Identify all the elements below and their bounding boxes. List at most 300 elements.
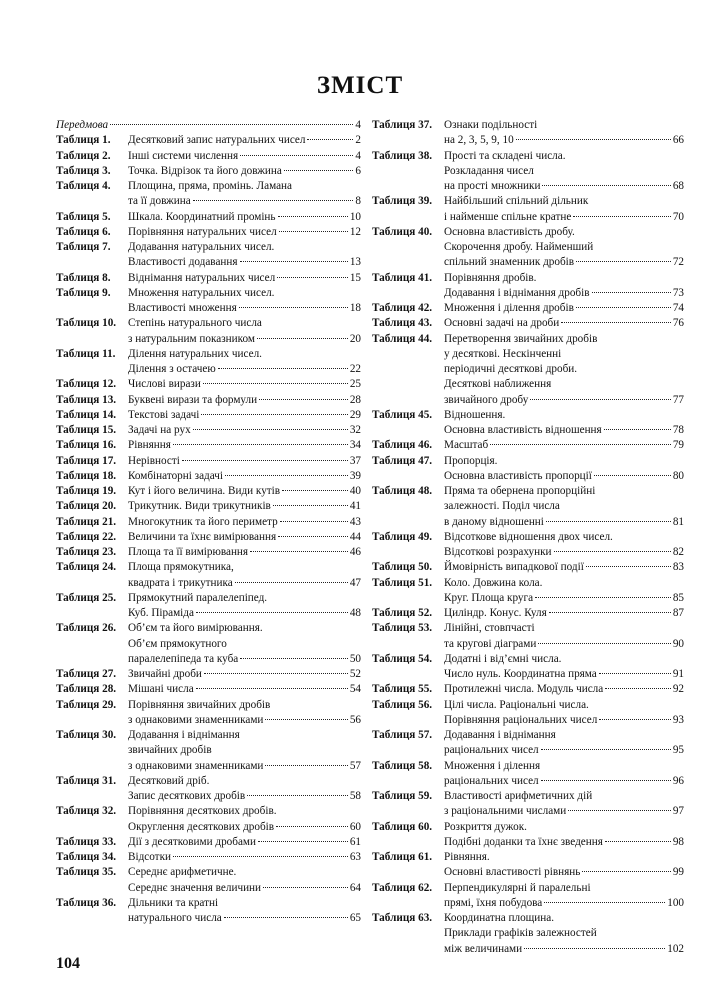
toc-page-number: 46 — [349, 546, 361, 558]
toc-entry-title: Об’єм прямокутного — [128, 637, 227, 650]
dot-leader — [278, 535, 348, 537]
toc-entry — [56, 469, 361, 484]
toc-entry-title: Площа прямокутника, — [128, 561, 234, 574]
toc-entry-label: Таблиця 36. — [56, 896, 117, 909]
dot-leader — [576, 306, 671, 308]
toc-entry-title: та її довжина — [128, 195, 191, 208]
toc-entry-label: Таблиця 12. — [56, 378, 117, 391]
toc-entry-title: в даному відношенні — [444, 515, 544, 528]
dot-leader — [554, 550, 671, 552]
toc-entry-label: Таблиця 16. — [56, 439, 117, 452]
dot-leader — [605, 840, 671, 842]
toc-entry-title: Об’єм та його вимірювання. — [128, 622, 263, 635]
toc-page-number: 97 — [672, 805, 684, 818]
toc-page-number: 78 — [672, 424, 684, 436]
toc-entry-title: з натуральним показником — [128, 332, 255, 345]
toc-entry-title: Нерівності — [128, 454, 180, 467]
toc-page-number: 40 — [349, 485, 361, 497]
dot-leader — [592, 291, 671, 293]
toc-entry — [56, 133, 361, 148]
toc-entry-title: квадрата і трикутника — [128, 576, 233, 589]
toc-page-number: 74 — [672, 302, 684, 314]
toc-entry-title: на 2, 3, 5, 9, 10 — [444, 134, 514, 147]
toc-entry-title: Середнє значення величини — [128, 881, 262, 894]
toc-entry — [372, 301, 684, 316]
toc-page-number: 83 — [672, 561, 684, 574]
dot-leader — [239, 306, 348, 308]
toc-entry-label: Таблиця 14. — [56, 408, 117, 421]
toc-entry-title: Множення натуральних чисел. — [128, 286, 275, 299]
toc-entry-label: Таблиця 61. — [372, 851, 433, 863]
toc-page-number: 87 — [672, 607, 684, 619]
toc-entry-title: Площа та її вимірювання — [128, 546, 249, 558]
toc-entry-title: спільний знаменник дробів — [444, 256, 575, 269]
toc-page-number: 81 — [672, 515, 684, 528]
toc-page-number: 47 — [349, 576, 361, 589]
toc-page-number: 39 — [349, 469, 361, 482]
dot-leader — [307, 138, 353, 140]
toc-entry — [372, 576, 684, 607]
toc-entry-title: Точка. Відрізок та його довжина — [128, 164, 282, 177]
page-number: 104 — [56, 955, 80, 972]
toc-entry-title: Скорочення дробу. Найменший — [444, 241, 594, 253]
toc-entry-title: Степінь натурального числа — [128, 317, 262, 330]
toc-entry-label: Таблиця 33. — [56, 835, 117, 848]
toc-entry — [56, 271, 361, 286]
dot-leader — [250, 550, 348, 552]
toc-entry-title: Відсотки — [128, 851, 171, 863]
toc-page-number: 64 — [349, 881, 361, 894]
toc-entry-title: Розкладання чисел — [444, 164, 534, 177]
toc-entry — [56, 774, 361, 805]
toc-entry-title: Координатна площина. — [444, 912, 555, 924]
toc-entry-label: Таблиця 44. — [372, 332, 433, 345]
dot-leader — [265, 764, 347, 766]
dot-leader — [235, 581, 348, 583]
toc-entry-label: Таблиця 54. — [372, 652, 433, 665]
toc-entry-title: з однаковими знаменниками — [128, 759, 264, 772]
toc-entry — [56, 896, 361, 927]
toc-entry-title: Десяткові наближення — [444, 378, 552, 391]
toc-entry-title: з однаковими знаменниками — [128, 713, 264, 726]
toc-page-number: 77 — [672, 393, 684, 406]
toc-page-number: 57 — [349, 759, 361, 772]
dot-leader — [284, 169, 354, 171]
dot-leader — [516, 138, 671, 140]
toc-entry — [372, 332, 684, 408]
toc-entry-title: Подібні доданки та їхнє зведення — [444, 835, 603, 848]
page-title: ЗМІСТ — [316, 72, 404, 99]
toc-entry-label: Таблиця 52. — [372, 607, 433, 619]
toc-entry-title: Множення і ділення дробів — [444, 302, 574, 314]
toc-entry — [56, 225, 361, 240]
dot-leader — [193, 428, 348, 430]
toc-entry-label: Таблиця 23. — [56, 546, 117, 558]
toc-entry — [56, 316, 361, 347]
dot-leader — [490, 443, 671, 445]
toc-entry — [56, 621, 361, 667]
toc-entry — [56, 682, 361, 697]
toc-entry-title: Відсоткові розрахунки — [444, 546, 552, 558]
dot-leader — [240, 154, 353, 156]
toc-page-number: 61 — [349, 835, 361, 848]
toc-entry — [56, 118, 361, 133]
dot-leader — [182, 459, 348, 461]
toc-entry-label: Таблиця 21. — [56, 515, 117, 528]
toc-entry-label: Таблиця 62. — [372, 881, 433, 894]
toc-entry-title: Прямокутний паралелепіпед. — [128, 591, 268, 604]
toc-entry-title: Порівняння десяткових дробів. — [128, 805, 277, 818]
dot-leader — [542, 184, 670, 186]
toc-page-number: 22 — [349, 363, 361, 375]
toc-entry-label: Таблиця 50. — [372, 561, 433, 574]
toc-entry-title: залежності. Поділ числа — [444, 500, 560, 513]
dot-leader — [535, 596, 671, 598]
toc-entry-title: Кут і його величина. Види кутів — [128, 485, 281, 497]
toc-entry-title: Середнє арифметичне. — [128, 866, 237, 879]
toc-entry-title: Дії з десятковими дробами — [128, 835, 256, 848]
toc-page-number: 99 — [672, 866, 684, 879]
toc-entry-label: Таблиця 47. — [372, 454, 433, 467]
toc-entry — [372, 438, 684, 453]
toc-entry — [56, 210, 361, 225]
toc-entry-label: Таблиця 53. — [372, 622, 433, 635]
toc-entry-label: Таблиця 38. — [372, 149, 433, 162]
toc-entry-title: та кругові діаграми — [444, 637, 537, 650]
toc-entry-label: Таблиця 34. — [56, 851, 117, 863]
toc-entry — [56, 286, 361, 317]
toc-entry-title: Текстові задачі — [128, 408, 200, 421]
toc-entry — [372, 454, 684, 485]
toc-entry-title: Додавання і віднімання дробів — [444, 286, 590, 299]
toc-entry — [56, 804, 361, 835]
toc-entry — [372, 850, 684, 881]
dot-leader — [604, 428, 671, 430]
toc-entry — [372, 194, 684, 225]
toc-entry — [372, 881, 684, 912]
dot-leader — [576, 260, 671, 262]
toc-page-number: 100 — [667, 896, 684, 909]
toc-entry-title: періодичні десяткові дроби. — [444, 363, 578, 375]
toc-entry-label: Таблиця 3. — [56, 164, 111, 177]
toc-entry — [372, 911, 684, 957]
toc-entry-title: Ділення з остачею — [128, 363, 216, 375]
toc-entry-title: Перетворення звичайних дробів — [444, 332, 598, 345]
toc-entry-label: Таблиця 13. — [56, 393, 117, 406]
dot-leader — [263, 886, 348, 888]
toc-entry — [56, 667, 361, 682]
toc-entry — [372, 560, 684, 575]
toc-entry-label: Таблиця 63. — [372, 912, 433, 924]
toc-page-number: 63 — [349, 851, 361, 863]
toc-page-number: 56 — [349, 713, 361, 726]
toc-entry — [56, 179, 361, 210]
dot-leader — [201, 413, 347, 415]
toc-entry-label: Таблиця 25. — [56, 591, 117, 604]
toc-entry-title: Куб. Піраміда — [128, 607, 194, 619]
toc-entry-title: Дільники та кратні — [128, 896, 219, 909]
toc-entry — [56, 560, 361, 591]
toc-entry-title: з раціональними числами — [444, 805, 567, 818]
toc-entry-label: Таблиця 60. — [372, 820, 433, 833]
toc-page-number: 92 — [672, 683, 684, 696]
toc-entry-title: Масштаб — [444, 439, 489, 452]
toc-entry-title: Порівняння звичайних дробів — [128, 698, 271, 711]
toc-page-number: 2 — [355, 134, 361, 147]
toc-entry-title: Множення і ділення — [444, 759, 541, 772]
toc-page-number: 85 — [672, 591, 684, 604]
dot-leader — [240, 260, 348, 262]
toc-entry-label: Таблиця 59. — [372, 790, 433, 802]
toc-entry-title: Ознаки подільності — [444, 119, 538, 131]
toc-entry-label: Таблиця 58. — [372, 759, 433, 772]
toc-entry — [56, 545, 361, 560]
toc-page-number: 66 — [672, 134, 684, 147]
dot-leader — [279, 230, 348, 232]
toc-page-number: 15 — [349, 271, 361, 284]
toc-page-number: 44 — [349, 530, 361, 543]
toc-entry-label: Таблиця 40. — [372, 225, 433, 238]
toc-page-number: 73 — [672, 286, 684, 299]
toc-entry-title: у десяткові. Нескінченні — [444, 347, 562, 360]
dot-leader — [173, 855, 348, 857]
toc-entry-title: між величинами — [444, 942, 523, 955]
toc-entry-title: Порівняння раціональних чисел — [444, 713, 598, 726]
dot-leader — [257, 337, 348, 339]
toc-entry-title: Протилежні числа. Модуль числа — [444, 683, 604, 696]
dot-leader — [582, 870, 670, 872]
toc-entry — [56, 591, 361, 622]
toc-entry-title: Основна властивість пропорції — [444, 469, 592, 482]
toc-page-number: 79 — [672, 439, 684, 452]
toc-entry-label: Таблиця 19. — [56, 485, 117, 497]
toc-entry-title: Додавання і віднімання — [128, 729, 240, 741]
dot-leader — [530, 398, 671, 400]
toc-entry-title: Перпендикулярні й паралельні — [444, 881, 591, 894]
dot-leader — [218, 367, 348, 369]
toc-page-number: 4 — [355, 119, 361, 131]
dot-leader — [605, 687, 671, 689]
toc-column-right — [372, 118, 684, 957]
toc-page-number: 18 — [349, 302, 361, 314]
toc-entry-label: Таблиця 46. — [372, 439, 433, 452]
dot-leader — [225, 474, 348, 476]
toc-entry — [56, 850, 361, 865]
dot-leader — [599, 718, 670, 720]
toc-entry-label: Таблиця 17. — [56, 454, 117, 467]
toc-entry-title: звичайних дробів — [128, 744, 212, 757]
dot-leader — [259, 398, 348, 400]
toc-entry-label: Таблиця 26. — [56, 622, 117, 635]
toc-entry-label: Таблиця 18. — [56, 469, 117, 482]
toc-entry-label: Таблиця 41. — [372, 271, 433, 284]
dot-leader — [599, 672, 671, 674]
toc-entry-title: на прості множники — [444, 180, 541, 192]
toc-entry-title: Коло. Довжина кола. — [444, 576, 543, 589]
toc-entry-title: Пропорція. — [444, 454, 498, 467]
toc-entry — [56, 164, 361, 179]
toc-page-number: 102 — [667, 942, 684, 955]
toc-entry-label: Таблиця 9. — [56, 286, 111, 299]
toc-entry — [56, 484, 361, 499]
toc-entry-label: Таблиця 31. — [56, 774, 117, 787]
dot-leader — [240, 657, 348, 659]
toc-entry-title: Відсоткове відношення двох чисел. — [444, 530, 613, 543]
dot-leader — [524, 947, 665, 949]
toc-page-number: 4 — [355, 149, 361, 162]
dot-leader — [541, 748, 671, 750]
toc-entry-title: Число нуль. Координатна пряма — [444, 668, 597, 680]
toc-page-number: 52 — [349, 668, 361, 680]
dot-leader — [224, 916, 348, 918]
toc-page-number: 58 — [349, 790, 361, 802]
toc-entry — [372, 225, 684, 271]
toc-entry-title: Основна властивість дробу. — [444, 225, 575, 238]
toc-entry-label: Таблиця 1. — [56, 134, 111, 147]
toc-page-number: 60 — [349, 820, 361, 833]
dot-leader — [196, 611, 348, 613]
toc-entry-label: Таблиця 45. — [372, 408, 433, 421]
toc-entry-title: Ймовірність випадкової події — [444, 561, 584, 574]
dot-leader — [276, 825, 348, 827]
toc-entry — [372, 606, 684, 621]
toc-entry — [372, 820, 684, 851]
toc-entry-title: Рівняння. — [444, 851, 490, 863]
toc-entry-title: Комбінаторні задачі — [128, 469, 223, 482]
toc-entry — [56, 347, 361, 378]
toc-page-number: 20 — [349, 332, 361, 345]
toc-entry-title: Найбільший спільний дільник — [444, 195, 589, 208]
toc-page-number: 96 — [672, 774, 684, 787]
dot-leader — [277, 276, 348, 278]
toc-entry-label: Таблиця 28. — [56, 683, 117, 696]
toc-page-number: 98 — [672, 835, 684, 848]
toc-page-number: 54 — [349, 683, 361, 696]
dot-leader — [561, 321, 671, 323]
toc-entry — [372, 759, 684, 790]
toc-entry-label: Таблиця 20. — [56, 500, 117, 513]
toc-entry-title: Лінійні, стовпчасті — [444, 622, 535, 635]
toc-entry-label: Таблиця 35. — [56, 866, 117, 879]
toc-entry-title: Рівняння — [128, 439, 171, 452]
dot-leader — [173, 443, 348, 445]
toc-page-number: 91 — [672, 668, 684, 680]
toc-page-number: 29 — [349, 408, 361, 421]
dot-leader — [538, 642, 670, 644]
dot-leader — [549, 611, 671, 613]
toc-entry-title: Величини та їхнє вимірювання — [128, 530, 277, 543]
toc-entry-title: Десятковий дріб. — [128, 774, 210, 787]
dot-leader — [594, 474, 671, 476]
toc-column-left — [56, 118, 361, 926]
toc-entry-title: Віднімання натуральних чисел — [128, 271, 276, 284]
toc-page-number: 50 — [349, 652, 361, 665]
toc-entry-label: Таблиця 2. — [56, 149, 111, 162]
toc-entry-title: Приклади графіків залежностей — [444, 927, 597, 940]
toc-page-number: 82 — [672, 546, 684, 558]
toc-entry — [56, 835, 361, 850]
dot-leader — [204, 672, 348, 674]
dot-leader — [541, 779, 671, 781]
dot-leader — [282, 489, 348, 491]
dot-leader — [193, 199, 354, 201]
toc-entry-title: Додавання і віднімання — [444, 729, 556, 741]
toc-entry — [56, 438, 361, 453]
dot-leader — [568, 809, 671, 811]
toc-page-number: 70 — [672, 210, 684, 223]
toc-entry-title: Звичайні дроби — [128, 668, 202, 680]
toc-entry — [372, 484, 684, 530]
toc-entry-label: Таблиця 51. — [372, 576, 433, 589]
toc-entry — [372, 652, 684, 683]
toc-entry-title: Порівняння натуральних чисел — [128, 225, 277, 238]
toc-entry-label: Таблиця 7. — [56, 241, 111, 253]
toc-entry-label: Таблиця 57. — [372, 729, 433, 741]
toc-page-number: 95 — [672, 744, 684, 757]
toc-entry — [372, 682, 684, 697]
dot-leader — [273, 504, 348, 506]
toc-entry-title: Ділення натуральних чисел. — [128, 347, 262, 360]
toc-entry-title: Властивості множення — [128, 302, 237, 314]
toc-page-number: 48 — [349, 607, 361, 619]
dot-leader — [544, 901, 665, 903]
toc-entry — [372, 408, 684, 439]
toc-page-number: 43 — [349, 515, 361, 528]
toc-entry-title: Пряма та обернена пропорційні — [444, 485, 596, 497]
toc-page-number: 65 — [349, 912, 361, 924]
toc-entry-title: Десятковий запис натуральних чисел — [128, 134, 306, 147]
toc-entry-title: Основні задачі на дроби — [444, 317, 560, 330]
toc-page-number: 13 — [349, 256, 361, 269]
dot-leader — [546, 520, 671, 522]
toc-page-number: 37 — [349, 454, 361, 467]
toc-entry — [56, 515, 361, 530]
toc-entry-title: Трикутник. Види трикутників — [128, 500, 271, 513]
toc-page-number: 72 — [672, 256, 684, 269]
toc-entry-title: звичайного дробу — [444, 393, 529, 406]
toc-page-number: 8 — [355, 195, 361, 208]
toc-entry-title: Властивості арифметичних дій — [444, 790, 593, 802]
toc-entry-title: Задачі на рух — [128, 424, 191, 436]
toc-entry — [372, 789, 684, 820]
toc-entry-title: Основні властивості рівнянь — [444, 866, 581, 879]
toc-entry-title: Шкала. Координатний промінь — [128, 210, 276, 223]
dot-leader — [258, 840, 348, 842]
toc-page-number: 93 — [672, 713, 684, 726]
dot-leader — [110, 123, 353, 125]
toc-entry-title: Додавання натуральних чисел. — [128, 241, 275, 253]
toc-page-number: 12 — [349, 225, 361, 238]
toc-page-number: 32 — [349, 424, 361, 436]
toc-page-number: 80 — [672, 469, 684, 482]
toc-entry-title: Буквені вирази та формули — [128, 393, 258, 406]
toc-entry — [56, 408, 361, 423]
toc-entry-label: Таблиця 15. — [56, 424, 117, 436]
dot-leader — [280, 520, 348, 522]
toc-entry — [56, 454, 361, 469]
toc-entry-title: Відношення. — [444, 408, 506, 421]
toc-entry — [372, 728, 684, 759]
toc-entry-label: Таблиця 30. — [56, 729, 117, 741]
toc-entry — [56, 728, 361, 774]
toc-entry-title: прямі, їхня побудова — [444, 896, 543, 909]
toc-entry-label: Таблиця 56. — [372, 698, 433, 711]
toc-entry-title: Круг. Площа круга — [444, 591, 534, 604]
toc-entry-label: Таблиця 43. — [372, 317, 433, 330]
toc-entry-label: Таблиця 32. — [56, 805, 117, 818]
toc-entry-title: Додатні і від’ємні числа. — [444, 652, 562, 665]
toc-entry-title: і найменше спільне кратне — [444, 210, 572, 223]
